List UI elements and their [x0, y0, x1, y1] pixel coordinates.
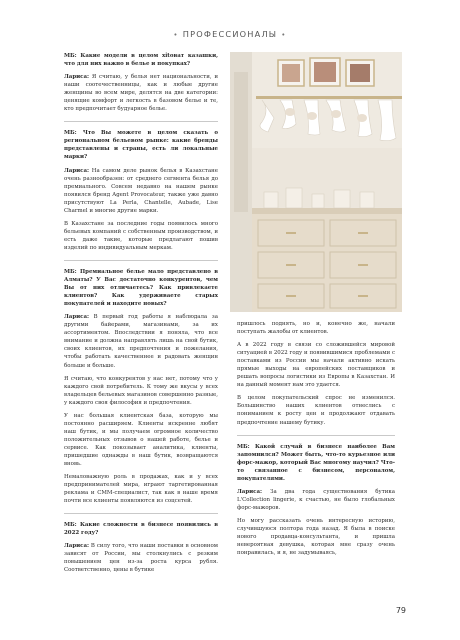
- divider: [64, 260, 218, 261]
- speaker-label: Лариса:: [64, 167, 90, 174]
- page-number: 79: [395, 606, 406, 615]
- question-3: МБ: Премиальное белье мало представлено в Алматы? У Вас достаточно конкурентов, чем Вы от них отличаетесь? Как привлекаете клиентов? Как удерживаете старых покупателей и находите новых?: [64, 268, 218, 308]
- answer-3-paragraph-3: У нас большая клиентская база, которую мы постоянно расширяем. Клиенты искренне любят наш бутик, и мы получаем огромное количество положительных отзывов о нашей работе, белье и сервисе. Как покозывает аналитика, клиенты, пришедшие однажды в наш бутик, возвращаются вновь.: [64, 412, 218, 468]
- right-paragraph-4: Но могу рассказать очень интересную историю, случившуюся полтора года назад. Я была в поиске нового продавца-консультанта, и пришла невероятная девушка, которая мне сразу очень понравилась, и я, не задумываясь,: [237, 517, 395, 557]
- question-1: МБ: Какие модели в целом хitoват казашки, что для них важно в белье и покупках?: [64, 53, 218, 68]
- left-column: [64, 52, 218, 580]
- right-paragraph-3: В целом покупательский спрос не изменился. Большинство наших клиентов отнеслись с пониманием к росту цен и продолжают отдавать предпочтение нашему бутику.: [237, 395, 395, 426]
- answer-4: [64, 542, 218, 574]
- right-paragraph-2: А в 2022 году в связи со сложившейся мировой ситуацией в 2022 году и появившимися проблемами с поставками из России мы начали активно искать прямые выходы на европейских поставщиков и решать вопросы логистики из Европы в Казахстан. И на данный момент нам это удается.: [237, 342, 395, 389]
- speaker-label: Лариса:: [64, 74, 90, 81]
- header-dot-left: •: [173, 31, 179, 39]
- answer-3: [64, 313, 218, 369]
- answer-2-text: На самом деле рынок белья в Казахстане очень разнообразен: от среднего сегмента белья до премиального. Совсем недавно на нашем рынке появился бренд Agent Provocateur, также уже давно присутствуют La Perla, Chantelle, Aubade, Lise Charmel и многие другие марки.: [64, 167, 218, 214]
- speaker-label: Лариса:: [64, 543, 90, 550]
- answer-1: [64, 73, 218, 113]
- speaker-label: Лариса:: [237, 488, 263, 495]
- right-paragraph-1: пришлось поднять, но и, конечно же, начали поступать жалобы от клиентов.: [237, 321, 395, 336]
- section-header: [0, 29, 460, 39]
- answer-1-text: Я считаю, у белья нет национальности, и наши соотечественницы, как и любые другие женщины во всем мире, делятся на две категории: ценящие комфорт и легкость в базовом белье и те, кто предпочитает будуарное белье.: [64, 74, 218, 113]
- section-title: ПРОФЕССИОНАЛЫ: [182, 29, 278, 39]
- answer-3-paragraph-4: Немаловажную роль в продажах, как и у всех предпринимателей мира, играют таргетированная реклама и СММ-специалист, так как в наше время почти все клиенты появляются из соцсетей.: [64, 474, 218, 505]
- divider: [64, 121, 218, 122]
- speaker-label: Лариса:: [64, 314, 90, 321]
- answer-2-paragraph-2: В Казахстане за последние годы появилось много бельевых компаний с собственным производством, и есть даже такие, которые предлагают пошив изделий по индивидуальным меркам.: [64, 220, 218, 251]
- answer-2: [64, 167, 218, 215]
- header-dot-right: •: [281, 31, 287, 39]
- question-4: МБ: Какие сложности в бизнесе появились в 2022 году?: [64, 522, 218, 537]
- right-column: [237, 320, 395, 562]
- boutique-interior-photo: [230, 52, 402, 312]
- answer-5-text: За два года существования бутика L'Collection lingerie, к счастью, не было глобальных форс-мажоров.: [237, 488, 395, 511]
- answer-3-text: В первый год работы я наблюдала за другими байерами, магазинами, за их ассортиментом. Впоследствии я поняла, что все внимание и должна направлять лишь на свой бутик, своих клиентов, их предпочтения и пожелания, чтобы работать качественнее и радовать женщин больше и больше.: [64, 314, 218, 369]
- divider: [64, 513, 218, 514]
- answer-5: [237, 488, 395, 512]
- answer-3-paragraph-2: Я считаю, что конкурентов у нас нет, потому что у каждого свой потребитель. К тому же вкусы у всех владельцев бельевых магазинов совершенно разные, у каждого своя философия и предпочтения.: [64, 375, 218, 406]
- question-2: МБ: Что Вы можете в целом сказать о региональном бельевом рынке: какие бренды представлены и страны, есть ли локальные марки?: [64, 130, 218, 161]
- divider: [237, 435, 395, 436]
- question-5: МБ: Какой случай в бизнесе наиболее Вам запомнился? Может быть, что-то курьезное или форс-мажор, который Вас многому научил? Что-то связанное с бизнесом, персоналом, покупателями.: [237, 443, 395, 482]
- answer-4-text: В силу того, что наши поставки в основном зависят от России, мы столкнулись с резким повышением цен из-за роста курса рубля. Соответственно, цены в бутике: [64, 543, 218, 574]
